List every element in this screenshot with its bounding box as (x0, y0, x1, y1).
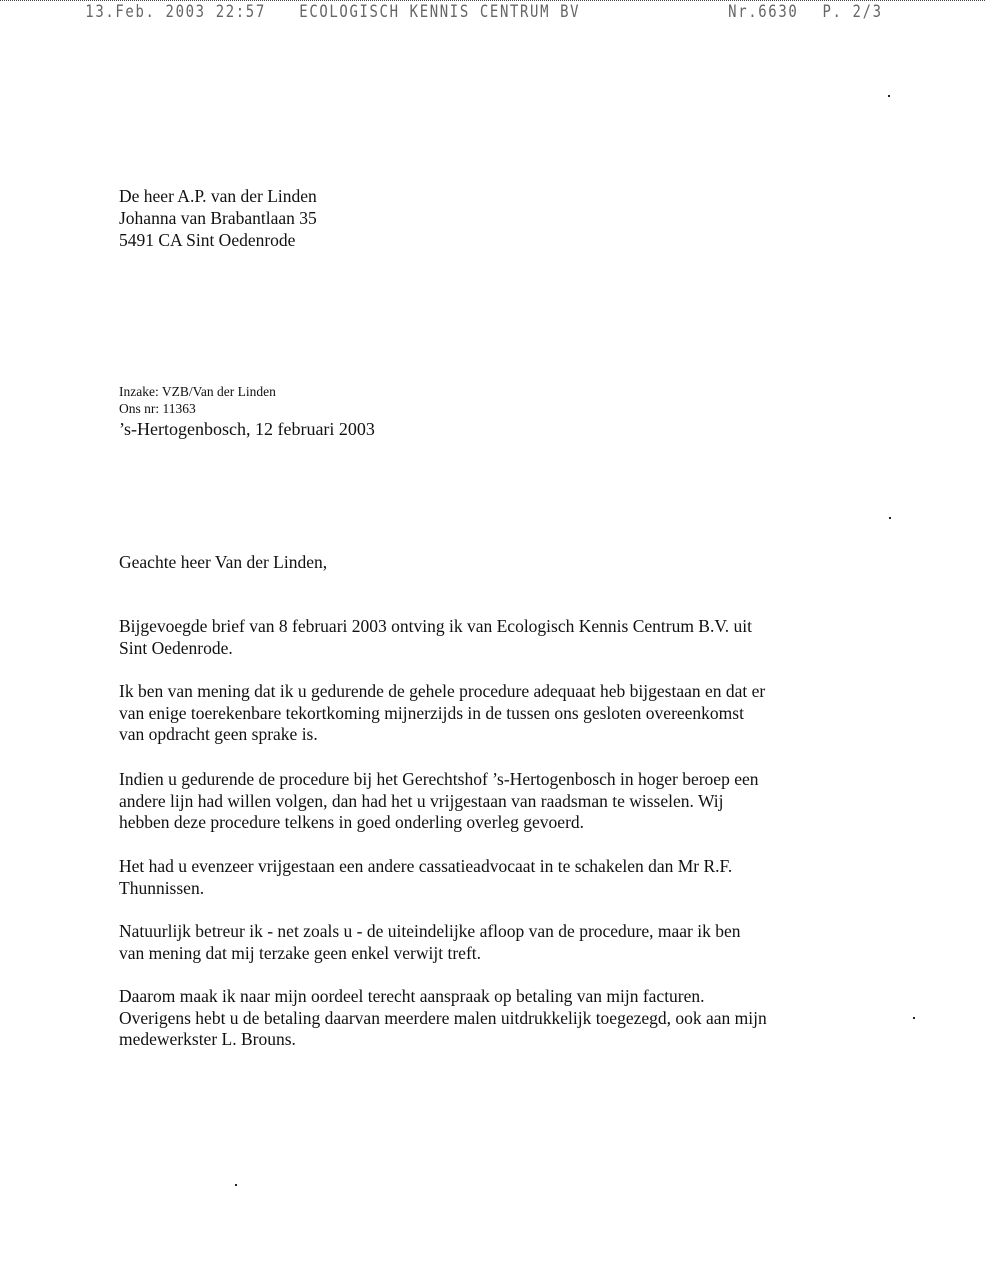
paragraph-line: van enige toerekenbare tekortkoming mijnerzijds in de tussen ons gesloten overeenkomst (119, 702, 744, 723)
reference-subject: Inzake: VZB/Van der Linden (119, 384, 276, 399)
reference-number: Ons nr: 11363 (119, 401, 196, 416)
fax-header (0, 2, 883, 24)
paragraph-line: van opdracht geen sprake is. (119, 724, 318, 744)
paragraph (119, 856, 879, 899)
reference-block (119, 383, 276, 417)
place-date: ’s-Hertogenbosch, 12 februari 2003 (119, 419, 375, 439)
paragraph (119, 769, 879, 834)
scan-speck (888, 95, 890, 97)
recipient-street: Johanna van Brabantlaan 35 (119, 208, 317, 228)
scan-speck (913, 1017, 915, 1019)
paragraph-line: Sint Oedenrode. (119, 637, 233, 658)
paragraph (119, 986, 879, 1051)
recipient-address (119, 185, 317, 251)
fax-page: P. 2/3 (822, 2, 883, 22)
fax-top-border (0, 0, 985, 1)
salutation: Geachte heer Van der Linden, (119, 552, 328, 572)
paragraph-line: medewerkster L. Brouns. (119, 1029, 296, 1049)
paragraph-line: hebben deze procedure telkens in goed onderling overleg gevoerd. (119, 812, 585, 832)
scan-speck (889, 517, 891, 519)
fax-datetime: 13.Feb. 2003 22:57 (85, 2, 266, 22)
paragraph (119, 921, 879, 964)
paragraph (119, 681, 879, 746)
paragraph-line: Natuurlijk betreur ik - net zoals u - de uiteindelijke afloop van de procedure, maar ik ben (119, 921, 741, 941)
paragraph-line: Het had u evenzeer vrijgestaan een andere cassatieadvocaat in te schakelen dan Mr R.F. (119, 856, 733, 876)
fax-sender: ECOLOGISCH KENNIS CENTRUM BV (299, 2, 581, 22)
paragraph-line: Thunnissen. (119, 877, 205, 898)
paragraph-line: Daarom maak ik naar mijn oordeel terecht aanspraak op betaling van mijn facturen. (119, 986, 705, 1006)
paragraph-line: Indien u gedurende de procedure bij het Gerechtshof ’s-Hertogenbosch in hoger beroep een (119, 769, 759, 789)
recipient-city: 5491 CA Sint Oedenrode (119, 230, 296, 250)
fax-number: Nr.6630 (728, 2, 799, 22)
paragraph-line: Ik ben van mening dat ik u gedurende de gehele procedure adequaat heb bijgestaan en dat er (119, 681, 766, 701)
paragraph-line: Overigens hebt u de betaling daarvan meerdere malen uitdrukkelijk toegezegd, ook aan mijn (119, 1007, 767, 1028)
scan-speck (235, 1184, 237, 1186)
paragraph-line: Bijgevoegde brief van 8 februari 2003 ontving ik van Ecologisch Kennis Centrum B.V. uit (119, 616, 752, 636)
paragraph (119, 616, 879, 659)
paragraph-line: andere lijn had willen volgen, dan had het u vrijgestaan van raadsman te wisselen. Wij (119, 790, 724, 811)
paragraph-line: van mening dat mij terzake geen enkel verwijt treft. (119, 942, 482, 963)
recipient-name: De heer A.P. van der Linden (119, 186, 317, 206)
